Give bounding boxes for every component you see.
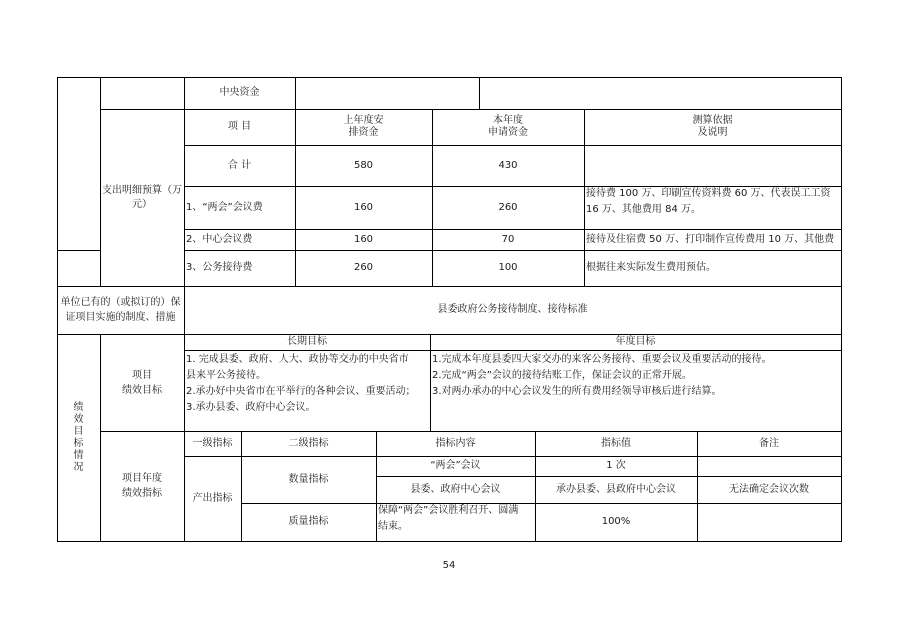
quality-indicator-label bbox=[241, 503, 376, 541]
row-1-curr bbox=[432, 186, 584, 229]
header-content bbox=[376, 431, 535, 456]
guarantee-label-line2: 证项目实施的制度、措施 bbox=[65, 312, 176, 323]
row-3-prev bbox=[295, 250, 432, 286]
row-total-curr bbox=[432, 145, 584, 186]
grid-line bbox=[295, 77, 296, 109]
header-curr-year-line1: 本年度 bbox=[493, 115, 523, 126]
row-1-prev bbox=[295, 186, 432, 229]
quality-row-content bbox=[376, 503, 535, 541]
quantity-row-2-value-text: 承办县委、县政府中心会议 bbox=[556, 483, 676, 495]
row-total-name-text: 合 计 bbox=[227, 159, 252, 171]
quantity-row-1-content bbox=[376, 456, 535, 476]
performance-char: 标 bbox=[73, 437, 84, 449]
quality-indicator-text: 质量指标 bbox=[288, 516, 329, 527]
row-1-note bbox=[584, 186, 841, 229]
row-total-prev-text: 580 bbox=[353, 159, 374, 171]
row-2-note-text: 接待及住宿费 50 万、打印制作宣传费用 10 万、其他费 bbox=[586, 233, 835, 245]
output-indicator-label bbox=[184, 456, 241, 541]
header-curr-year bbox=[432, 109, 584, 145]
row-1-name bbox=[184, 186, 295, 229]
performance-char: 效 bbox=[73, 413, 84, 425]
header-basis-line2: 及说明 bbox=[697, 127, 728, 138]
header-remark bbox=[697, 431, 841, 456]
quantity-row-2-content bbox=[376, 476, 535, 503]
funding-label bbox=[184, 77, 295, 109]
quantity-row-2-remark bbox=[697, 476, 841, 503]
annual-header-text: 年度目标 bbox=[615, 336, 656, 347]
performance-char: 绩 bbox=[73, 401, 84, 413]
header-basis bbox=[584, 109, 841, 145]
long-term-line: 3.承办县委、政府中心会议。 bbox=[186, 402, 316, 413]
grid-line bbox=[57, 250, 101, 251]
row-2-curr bbox=[432, 229, 584, 250]
quantity-row-1-content-text: “两会”会议 bbox=[430, 460, 481, 471]
header-level2-text: 二级指标 bbox=[288, 437, 329, 449]
annual-indicator-line2: 绩效指标 bbox=[122, 488, 162, 499]
annual-indicator-label bbox=[100, 431, 184, 541]
row-total-note bbox=[584, 145, 841, 186]
budget-section-label bbox=[100, 109, 184, 286]
guarantee-value-text: 县委政府公务接待制度、接待标准 bbox=[437, 304, 588, 315]
row-3-name-text: 3、公务接待费 bbox=[186, 262, 253, 273]
long-term-goals bbox=[184, 352, 430, 412]
performance-char: 情 bbox=[73, 449, 84, 461]
row-2-note bbox=[584, 229, 841, 250]
funding-label-text: 中央资金 bbox=[219, 87, 260, 98]
row-3-name bbox=[184, 250, 295, 286]
row-1-name-text: 1、“两会”会议费 bbox=[186, 201, 263, 213]
quantity-row-1-remark bbox=[697, 456, 841, 476]
row-2-name bbox=[184, 229, 295, 250]
header-value bbox=[535, 431, 697, 456]
quantity-row-2-value bbox=[535, 476, 697, 503]
row-2-name-text: 2、中心会议费 bbox=[186, 233, 253, 245]
guarantee-value bbox=[184, 286, 841, 334]
header-level1 bbox=[184, 431, 241, 456]
guarantee-label bbox=[57, 286, 184, 334]
project-goal-line2: 绩效目标 bbox=[122, 384, 162, 396]
project-goal-line1: 项目 bbox=[132, 369, 152, 381]
row-3-curr-text: 100 bbox=[498, 262, 518, 273]
quality-row-value-text: 100% bbox=[601, 516, 631, 527]
quantity-row-2-content-text: 县委、政府中心会议 bbox=[410, 483, 501, 495]
header-level1-text: 一级指标 bbox=[192, 437, 233, 449]
row-1-note-line2: 16 万、其他费用 84 万。 bbox=[586, 204, 701, 215]
row-1-note-line1: 接待费 100 万、印刷宣传资料费 60 万、代表误工工资 bbox=[586, 188, 831, 199]
row-1-prev-text: 160 bbox=[353, 201, 374, 213]
row-total-curr-text: 430 bbox=[498, 159, 518, 171]
table-border-right bbox=[841, 77, 842, 542]
project-goal-label bbox=[100, 334, 184, 431]
quantity-row-1-value-text: 1 次 bbox=[606, 460, 626, 471]
long-term-line: 2.承办好中央省市在平举行的各种会议、重要活动； bbox=[186, 386, 416, 397]
grid-line bbox=[479, 77, 480, 109]
grid-line bbox=[184, 350, 842, 351]
header-item bbox=[184, 109, 295, 145]
row-2-prev bbox=[295, 229, 432, 250]
long-term-line: 县来平公务接待。 bbox=[186, 370, 266, 381]
annual-line: 3.对两办承办的中心会议发生的所有费用经领导审核后进行结算。 bbox=[432, 386, 722, 397]
long-term-line: 1. 完成县委、政府、人大、政协等交办的中央省市 bbox=[186, 354, 409, 365]
row-2-prev-text: 160 bbox=[353, 233, 374, 245]
header-prev-year bbox=[295, 109, 432, 145]
header-prev-year-line1: 上年度安 bbox=[343, 115, 384, 126]
quality-row-content-line1: 保障“两会”会议胜利召开、圆满 bbox=[378, 505, 519, 516]
header-level2 bbox=[241, 431, 376, 456]
output-indicator-text: 产出指标 bbox=[192, 492, 233, 504]
row-3-note-text: 根据往来实际发生费用预估。 bbox=[586, 262, 716, 273]
table-border-top bbox=[57, 77, 842, 78]
quality-row-remark bbox=[697, 503, 841, 541]
quality-row-content-line2: 结束。 bbox=[378, 521, 408, 532]
row-3-prev-text: 260 bbox=[353, 262, 374, 273]
header-curr-year-line2: 申请资金 bbox=[488, 127, 528, 138]
quantity-indicator-text: 数量指标 bbox=[288, 473, 329, 485]
row-total-name bbox=[184, 145, 295, 186]
budget-section-label-text: 支出明细预算（万元） bbox=[102, 184, 182, 210]
annual-indicator-line1: 项目年度 bbox=[122, 473, 162, 484]
row-2-curr-text: 70 bbox=[501, 233, 515, 245]
page-number: 54 bbox=[442, 560, 456, 571]
annual-header bbox=[430, 334, 841, 350]
quantity-row-1-value bbox=[535, 456, 697, 476]
header-value-text: 指标值 bbox=[601, 437, 631, 449]
performance-char: 况 bbox=[73, 461, 84, 473]
annual-line: 2.完成“两会”会议的接待结账工作，保证会议的正常开展。 bbox=[432, 370, 692, 381]
quantity-row-2-remark-text: 无法确定会议次数 bbox=[729, 483, 809, 495]
annual-line: 1.完成本年度县委四大家交办的来客公务接待、重要会议及重要活动的接待。 bbox=[432, 354, 772, 365]
performance-section-label bbox=[57, 334, 100, 541]
header-prev-year-line2: 排资金 bbox=[348, 127, 379, 138]
row-1-curr-text: 260 bbox=[498, 201, 518, 213]
row-3-curr bbox=[432, 250, 584, 286]
row-3-note bbox=[584, 250, 841, 286]
long-term-header-text: 长期目标 bbox=[287, 336, 327, 347]
annual-goals bbox=[430, 352, 841, 412]
quantity-indicator-label bbox=[241, 456, 376, 503]
quality-row-value bbox=[535, 503, 697, 541]
long-term-header bbox=[184, 334, 430, 350]
table-border-bottom bbox=[57, 541, 842, 542]
header-remark-text: 备注 bbox=[759, 437, 779, 449]
performance-char: 目 bbox=[73, 425, 84, 437]
guarantee-label-line1: 单位已有的（或拟订的）保 bbox=[60, 297, 181, 308]
row-total-prev bbox=[295, 145, 432, 186]
header-content-text: 指标内容 bbox=[435, 437, 476, 449]
header-item-text: 项 目 bbox=[227, 121, 252, 132]
header-basis-line1: 测算依据 bbox=[692, 115, 733, 126]
